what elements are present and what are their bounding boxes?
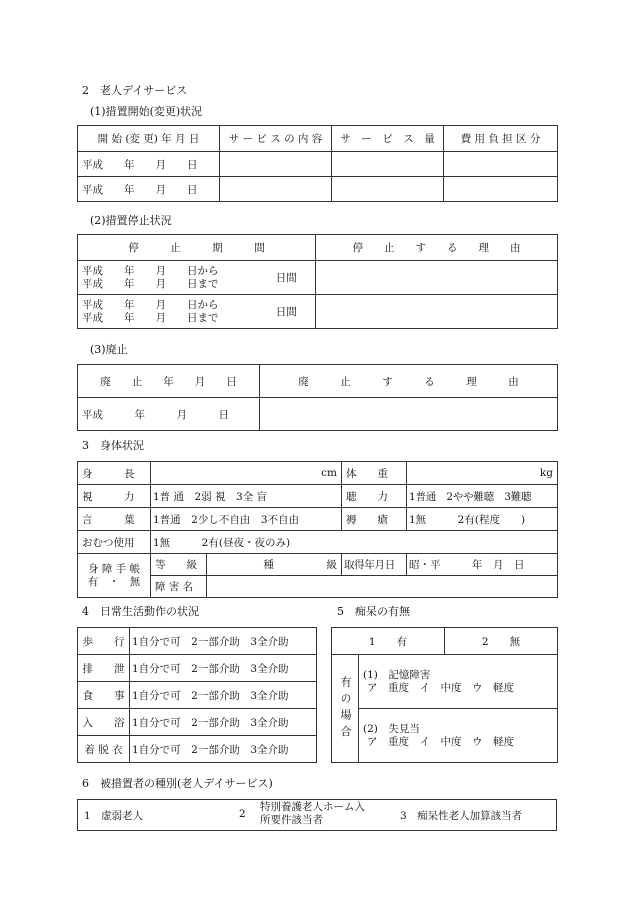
stop-reason-cell[interactable] bbox=[316, 261, 558, 295]
type-2-number: 2 bbox=[239, 808, 246, 820]
section-6-title: 6 被措置者の種別(老人デイサービス) bbox=[82, 777, 273, 790]
adl-label: 歩 行 bbox=[78, 628, 130, 655]
handbook-cell bbox=[78, 554, 151, 598]
start-date-cell[interactable]: 平成 年 月 日 bbox=[78, 152, 220, 177]
header-stop-reason: 停 止 す る 理 由 bbox=[316, 235, 558, 261]
type-grade-label[interactable]: 種 級 bbox=[207, 554, 342, 576]
table-row bbox=[78, 736, 317, 763]
stop-to: 平成 年 月 日まで bbox=[82, 277, 219, 290]
placement-start-table bbox=[77, 125, 558, 202]
weight-value[interactable]: kg bbox=[407, 462, 558, 485]
weight-label: 体 重 bbox=[342, 462, 407, 485]
handbook-label: 身 障 手 帳 bbox=[87, 562, 140, 575]
adl-label: 食 事 bbox=[78, 682, 130, 709]
section-2-1-title: (1)措置開始(変更)状況 bbox=[90, 105, 203, 118]
type-frail-elderly[interactable]: 1 虚弱老人 bbox=[84, 810, 144, 822]
header-stop-period: 停 止 期 間 bbox=[78, 235, 316, 261]
adl-label: 排 泄 bbox=[78, 655, 130, 682]
section-2-3-title: (3)廃止 bbox=[90, 343, 128, 356]
bedsore-options[interactable]: 1無 2有(程度 ) bbox=[407, 508, 558, 531]
memory-disorder-cell[interactable] bbox=[359, 655, 558, 709]
hearing-label: 聴 力 bbox=[342, 485, 407, 508]
adl-label: 入 浴 bbox=[78, 709, 130, 736]
table-row bbox=[78, 682, 317, 709]
adl-table bbox=[77, 627, 317, 763]
recipient-type-box bbox=[77, 799, 557, 831]
table-row bbox=[78, 628, 317, 655]
service-amount-cell[interactable] bbox=[332, 152, 444, 177]
service-content-cell[interactable] bbox=[220, 152, 332, 177]
header-service-amount: サ ー ビ ス 量 bbox=[332, 126, 444, 152]
disability-value[interactable] bbox=[207, 576, 558, 598]
height-value[interactable]: cm bbox=[151, 462, 342, 485]
stop-from: 平成 年 月 日から bbox=[82, 298, 219, 311]
abolition-reason-cell[interactable] bbox=[260, 398, 558, 431]
disability-label: 障 害 名 bbox=[151, 576, 207, 598]
vision-label: 視 力 bbox=[78, 485, 151, 508]
stop-period-cell[interactable] bbox=[78, 295, 258, 329]
adl-options[interactable]: 1自分で可 2一部介助 3全介助 bbox=[130, 628, 317, 655]
bedsore-label: 褥 瘡 bbox=[342, 508, 407, 531]
cost-category-cell[interactable] bbox=[444, 152, 558, 177]
disorientation-title: (2) 失見当 bbox=[363, 722, 420, 735]
header-cost-category: 費 用 負 担 区 分 bbox=[444, 126, 558, 152]
diaper-options[interactable]: 1無 2有(昼夜・夜のみ) bbox=[151, 531, 558, 554]
section-5-title: 5 痴呆の有無 bbox=[337, 605, 410, 618]
stop-to: 平成 年 月 日まで bbox=[82, 311, 219, 324]
diaper-label: おむつ使用 bbox=[78, 531, 151, 554]
obtained-date[interactable]: 昭・平 年 月 日 bbox=[407, 554, 558, 576]
obtained-label: 取得年月日 bbox=[342, 554, 407, 576]
section-3-title: 3 身体状況 bbox=[82, 439, 144, 452]
header-abolition-reason: 廃 止 す る 理 由 bbox=[260, 365, 558, 398]
service-content-cell[interactable] bbox=[220, 177, 332, 202]
grade-label: 等 級 bbox=[151, 554, 207, 576]
disorientation-options[interactable]: ア 重度 イ 中度 ウ 軽度 bbox=[367, 735, 514, 748]
section-2-title: 2 老人デイサービス bbox=[82, 84, 188, 97]
placement-stop-table bbox=[77, 234, 558, 329]
table-row bbox=[78, 261, 558, 295]
dementia-yes[interactable]: 1 有 bbox=[332, 628, 445, 655]
adl-options[interactable]: 1自分で可 2一部介助 3全介助 bbox=[130, 682, 317, 709]
memory-disorder-options[interactable]: ア 重度 イ 中度 ウ 軽度 bbox=[367, 681, 514, 694]
table-row bbox=[78, 295, 558, 329]
table-row bbox=[78, 709, 317, 736]
speech-options[interactable]: 1普通 2少し不自由 3不自由 bbox=[151, 508, 342, 531]
service-amount-cell[interactable] bbox=[332, 177, 444, 202]
type-nursing-home-line2: 所要件該当者 bbox=[260, 814, 323, 826]
cost-category-cell[interactable] bbox=[444, 177, 558, 202]
adl-options[interactable]: 1自分で可 2一部介助 3全介助 bbox=[130, 709, 317, 736]
height-label: 身 長 bbox=[78, 462, 151, 485]
handbook-yesno[interactable]: 有 ・ 無 bbox=[87, 575, 141, 588]
dementia-no[interactable]: 2 無 bbox=[445, 628, 558, 655]
abolition-table bbox=[77, 364, 558, 431]
start-date-cell[interactable]: 平成 年 月 日 bbox=[78, 177, 220, 202]
section-4-title: 4 日常生活動作の状況 bbox=[82, 605, 199, 618]
type-dementia-addition[interactable]: 3 痴呆性老人加算該当者 bbox=[400, 810, 523, 822]
memory-disorder-title: (1) 記憶障害 bbox=[363, 668, 431, 681]
adl-options[interactable]: 1自分で可 2一部介助 3全介助 bbox=[130, 736, 317, 763]
abolition-date-cell[interactable]: 平成 年 月 日 bbox=[78, 398, 260, 431]
dementia-table bbox=[331, 627, 558, 763]
table-row bbox=[78, 655, 317, 682]
stop-from: 平成 年 月 日から bbox=[82, 264, 219, 277]
physical-table bbox=[77, 461, 558, 598]
if-yes-label: 有の場合 bbox=[332, 655, 359, 763]
hearing-options[interactable]: 1普通 2やや難聴 3難聴 bbox=[407, 485, 558, 508]
stop-reason-cell[interactable] bbox=[316, 295, 558, 329]
table-row bbox=[78, 177, 558, 202]
table-row bbox=[78, 152, 558, 177]
header-abolition-date: 廃 止 年 月 日 bbox=[78, 365, 260, 398]
stop-days: 日間 bbox=[258, 261, 316, 295]
section-2-2-title: (2)措置停止状況 bbox=[90, 214, 172, 227]
header-start-date: 開 始 (変 更) 年 月 日 bbox=[78, 126, 220, 152]
type-nursing-home[interactable] bbox=[260, 801, 365, 827]
adl-label: 着 脱 衣 bbox=[78, 736, 130, 763]
stop-days: 日間 bbox=[258, 295, 316, 329]
table-row bbox=[78, 398, 558, 431]
header-service-content: サ ー ビ ス の 内 容 bbox=[220, 126, 332, 152]
speech-label: 言 葉 bbox=[78, 508, 151, 531]
disorientation-cell[interactable] bbox=[359, 709, 558, 763]
stop-period-cell[interactable] bbox=[78, 261, 258, 295]
type-nursing-home-line1: 特別養護老人ホーム入 bbox=[260, 801, 365, 813]
vision-options[interactable]: 1普 通 2弱 視 3全 盲 bbox=[151, 485, 342, 508]
adl-options[interactable]: 1自分で可 2一部介助 3全介助 bbox=[130, 655, 317, 682]
